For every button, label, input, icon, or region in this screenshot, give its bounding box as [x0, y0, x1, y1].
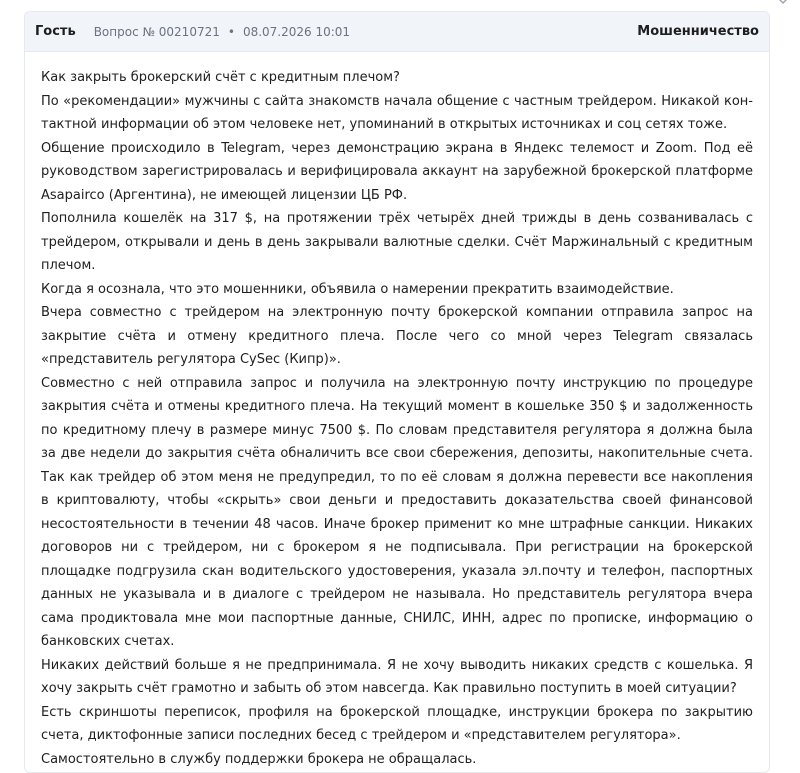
question-paragraph: Вчера совместно с трейдером на электронную почту брокерской компании отправила запрос на закрытие счёта и отмену кредитного плеча. После чего со мной через Telegram связалась «представитель регулятора CySec (Кипр)».	[41, 305, 753, 367]
double-chevron-glyph	[776, 0, 790, 6]
author-name: Гость	[35, 24, 76, 39]
question-text	[41, 66, 753, 771]
double-chevron-icon[interactable]	[776, 0, 790, 6]
question-paragraph: Общение происходило в Telegram, через демонстрацию экрана в Яндекс телемост и Zoom. Под её руководством зарегистрировалась и верифицировала аккаунт на зарубежной брокерской платформе Asapairco (Аргентина), не имеющей лицензии ЦБ РФ.	[41, 140, 753, 203]
question-paragraph: Никаких действий больше я не предпринимала. Я не хочу выводить никаких средств с кошелька. Я хочу закрыть счёт грамотно и забыть об этом навсегда. Как правильно поступить в моей ситуации?	[41, 657, 753, 696]
question-body	[25, 52, 769, 771]
question-paragraph: По «рекомендации» мужчины с сайта знакомств начала общение с частным трейдером. Никакой контактной информации об этом человеке нет, упоминаний в открытых источниках и соц сетях тоже.	[41, 93, 753, 132]
question-paragraph: Как закрыть брокерский счёт с кредитным плечом?	[41, 70, 400, 85]
question-paragraph: Совместно с ней отправила запрос и получила на электронную почту инструкцию по процедуре закрытия счёта и отмены кредитного плеча. На текущий момент в кошельке 350 $ и задолженность по кредитному плечу в размере минус 7500 $. По словам представителя регулятора я должна была за две недели до закрытия счёта обналичить все свои сбережения, депозиты, накопительные счета. Так как трейдер об этом меня не предупредил, то по её словам я должна перевести все накопления в криптовалюту, чтобы «скрыть» свои деньги и предоставить доказательства своей финансовой несостоятельности в течении 48 часов. Иначе брокер применит ко мне штрафные санкции. Никаких договоров ни с трейдером, ни с брокером я не подписывала. При регистрации на брокерской площадке подгрузила скан водительского удостоверения, указала эл.почту и телефон, паспортных данных не указывала и в диалоге с трейдером не называла. Но представитель регулятора вчера сама продиктовала мне мои паспортные данные, СНИЛС, ИНН, адрес по прописке, информацию о банковских счетах.	[41, 375, 753, 649]
question-paragraph: Когда я осознала, что это мошенники, объявила о намерении прекратить взаимодействие.	[41, 281, 674, 297]
question-paragraph: Есть скриншоты переписок, профиля на брокерской площадке, инструкции брокера по закрытию счета, диктофонные записи последних бесед с трейдером и «представителем регулятора».	[41, 704, 753, 743]
question-card	[24, 11, 770, 773]
question-paragraph: Самостоятельно в службу поддержки брокера не обращалась.	[41, 751, 477, 767]
question-number: Вопрос № 00210721	[93, 24, 220, 39]
category-link[interactable]: Мошенничество	[637, 24, 759, 39]
meta-separator: •	[227, 24, 235, 39]
question-paragraph: Пополнила кошелёк на 317 $, на протяжении трёх четырёх дней трижды в день созванивалась с трейдером, открывали и день в день закрывали валютные сделки. Счёт Маржинальный с кредитным плечом.	[41, 211, 753, 273]
question-header	[25, 12, 769, 52]
question-datetime: 08.07.2026 10:01	[242, 24, 351, 39]
